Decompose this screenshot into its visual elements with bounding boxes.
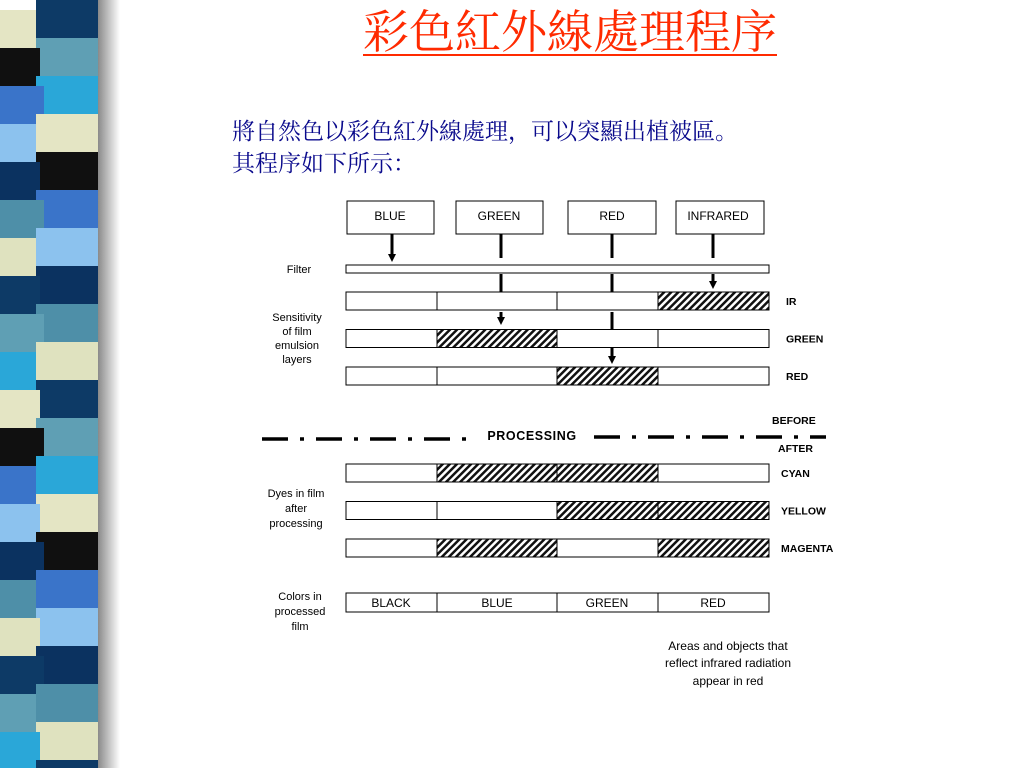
label-dyes-1: Dyes in film	[267, 488, 325, 500]
slide-title: 彩色紅外線處理程序	[363, 5, 777, 59]
layer-segment	[437, 292, 557, 310]
label-colors-1: Colors in	[278, 591, 322, 603]
label-colors-2: processed	[274, 606, 326, 618]
layer-name-yellow: YELLOW	[781, 505, 826, 518]
layer-segment	[437, 330, 557, 348]
layer-name-green: GREEN	[786, 333, 824, 346]
label-sensitivity-2: of film	[282, 326, 312, 338]
layer-segment	[437, 502, 557, 520]
layer-segment	[658, 330, 769, 348]
layer-segment	[658, 539, 769, 557]
source-label-infrared: INFRARED	[687, 209, 749, 223]
result-color-black: BLACK	[371, 596, 411, 610]
label-colors-3: film	[291, 621, 309, 633]
note-line-2: reflect infrared radiation	[664, 656, 792, 670]
note-line-3: appear in red	[692, 674, 764, 688]
result-color-row	[346, 593, 769, 612]
layer-segment	[557, 292, 658, 310]
layer-segment	[658, 292, 769, 310]
label-dyes-3: processing	[269, 518, 323, 530]
layer-segment	[346, 367, 437, 385]
result-color-red: RED	[700, 596, 726, 610]
layer-segment	[557, 502, 658, 520]
label-dyes-2: after	[284, 503, 308, 515]
layer-segment	[658, 464, 769, 482]
source-boxes	[347, 201, 764, 234]
processing-divider	[262, 415, 826, 455]
result-color-blue: BLUE	[481, 596, 513, 610]
before-label: BEFORE	[772, 415, 816, 427]
label-sensitivity-3: emulsion	[274, 340, 320, 352]
source-label-green: GREEN	[477, 209, 521, 223]
layer-name-red: RED	[786, 371, 809, 383]
subtitle-line-2: 其程序如下所示：	[232, 151, 416, 177]
layer-segment	[346, 502, 437, 520]
layer-segment	[557, 367, 658, 385]
layer-name-magenta: MAGENTA	[781, 543, 834, 555]
note-line-1: Areas and objects that	[668, 639, 788, 653]
layer-segment	[437, 539, 557, 557]
layer-segment	[557, 464, 658, 482]
emulsion-layer-rows	[346, 292, 823, 385]
layer-segment	[346, 292, 437, 310]
result-color-green: GREEN	[585, 596, 629, 610]
layer-segment	[557, 539, 658, 557]
layer-segment	[346, 330, 437, 348]
layer-segment	[346, 539, 437, 557]
layer-segment	[437, 464, 557, 482]
label-filter: Filter	[286, 264, 312, 276]
layer-name-ir: IR	[786, 296, 797, 308]
after-label: AFTER	[778, 443, 813, 455]
layer-segment	[658, 502, 769, 520]
dye-layer-rows	[346, 464, 834, 557]
layer-segment	[346, 464, 437, 482]
filter-bar	[346, 265, 769, 273]
source-label-red: RED	[599, 209, 625, 223]
label-sensitivity-4: layers	[282, 354, 312, 366]
processing-label: PROCESSING	[487, 429, 577, 443]
layer-segment	[658, 367, 769, 385]
layer-segment	[437, 367, 557, 385]
subtitle-line-1: 將自然色以彩色紅外線處理，可以突顯出植被區。	[232, 119, 738, 145]
layer-segment	[557, 330, 658, 348]
source-label-blue: BLUE	[374, 209, 406, 223]
layer-name-cyan: CYAN	[781, 468, 810, 480]
label-sensitivity-1: Sensitivity	[272, 312, 322, 324]
